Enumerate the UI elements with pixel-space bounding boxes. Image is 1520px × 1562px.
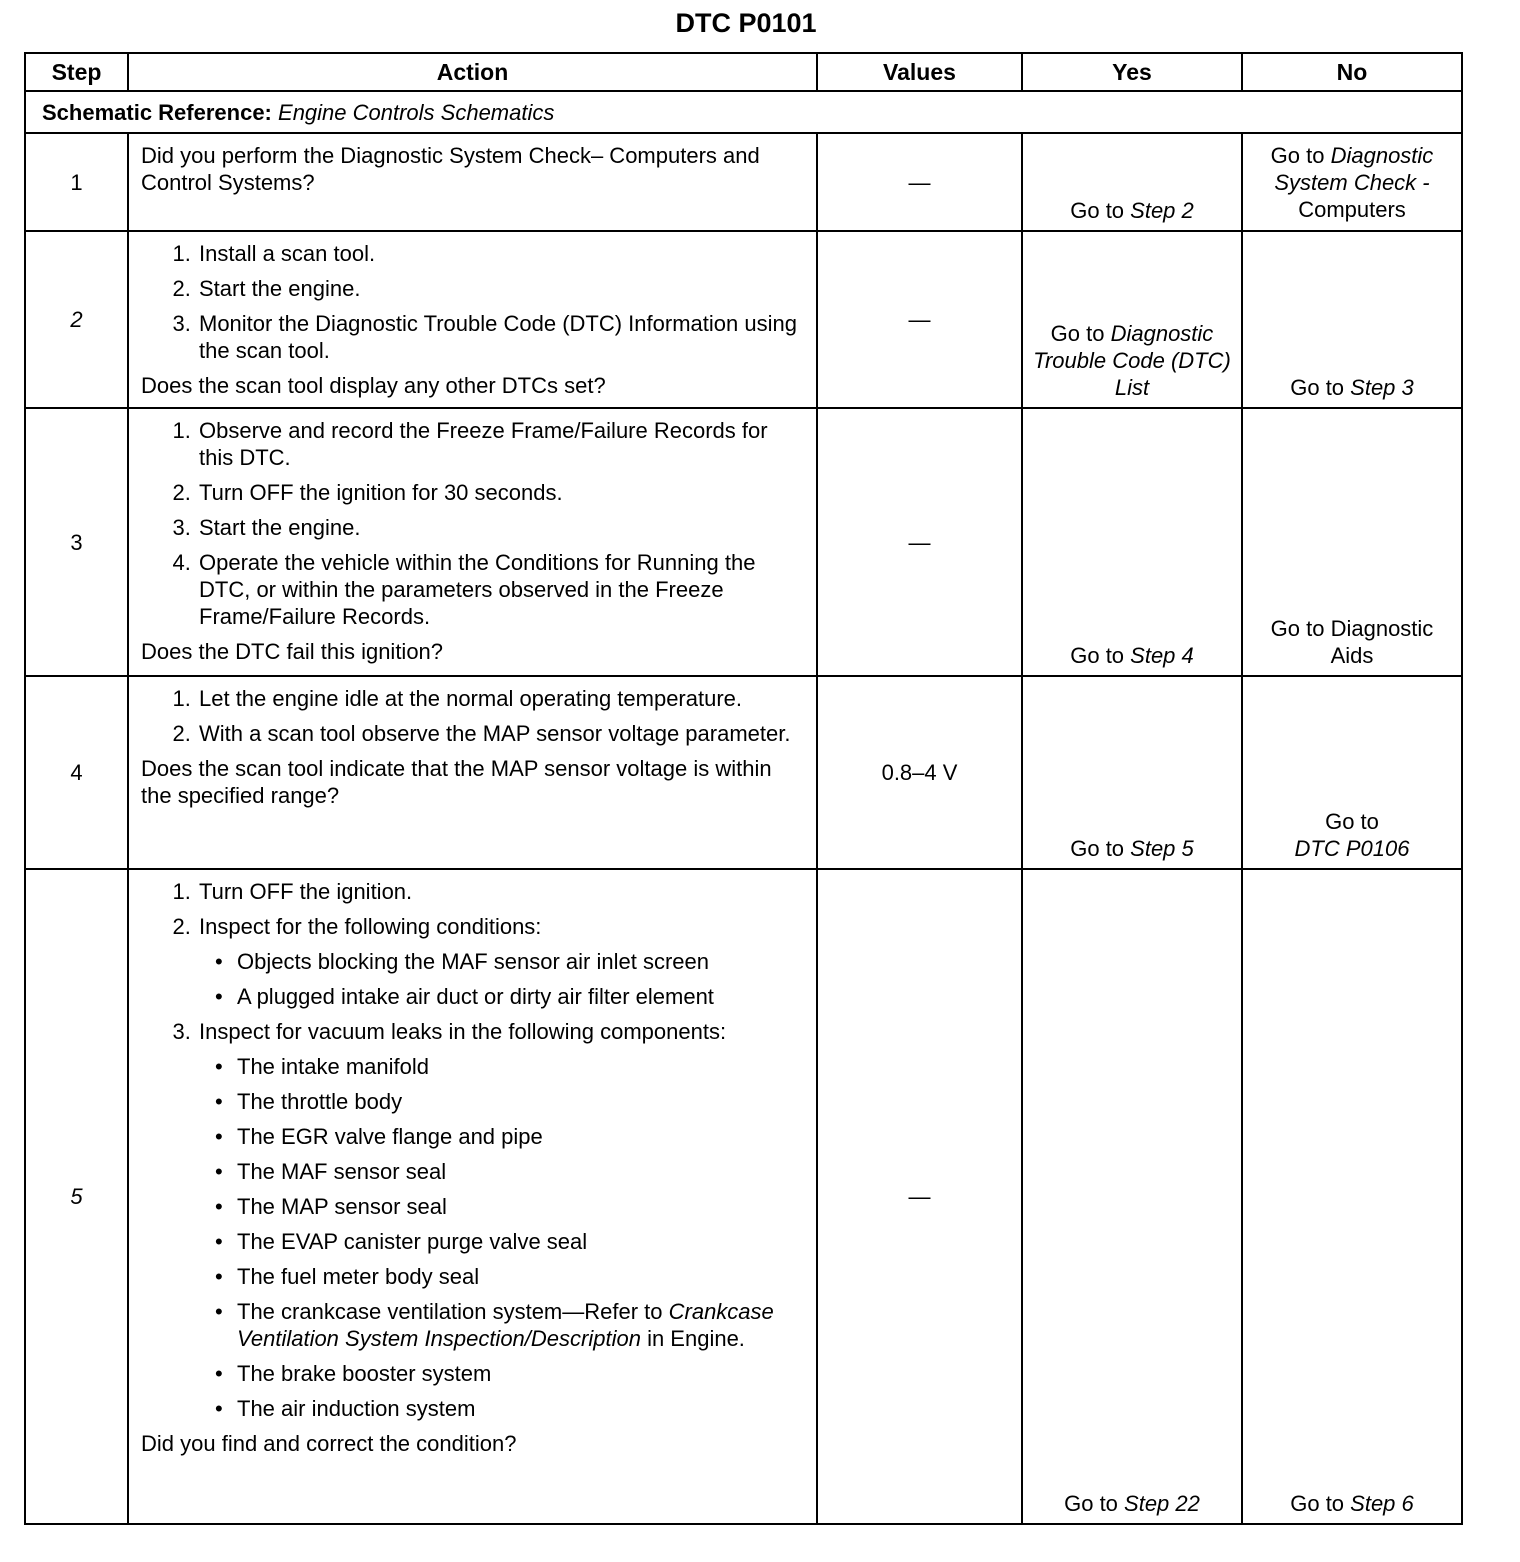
action-step bbox=[197, 1018, 804, 1422]
no-prefix: Go to bbox=[1290, 1491, 1351, 1516]
no-prefix: Go to bbox=[1325, 809, 1379, 834]
table-row bbox=[25, 676, 1462, 869]
no-link[interactable]: Go to Diagnostic Aids bbox=[1270, 616, 1434, 668]
value-cell: 0.8–4 V bbox=[817, 676, 1022, 869]
step-number: 4 bbox=[25, 676, 128, 869]
value-cell: — bbox=[817, 231, 1022, 408]
yes-link[interactable]: Step 2 bbox=[1130, 198, 1194, 223]
action-steps bbox=[141, 240, 804, 364]
no-cell bbox=[1242, 231, 1462, 408]
yes-link[interactable]: Diagnostic Trouble Code (DTC) List bbox=[1033, 321, 1231, 400]
no-cell bbox=[1242, 133, 1462, 231]
action-steps bbox=[141, 417, 804, 630]
step-question: Does the scan tool indicate that the MAP sensor voltage is within the specified range? bbox=[141, 756, 772, 808]
yes-cell bbox=[1022, 408, 1242, 676]
list-item: • The brake booster system bbox=[237, 1360, 804, 1387]
no-link[interactable]: Step 3 bbox=[1350, 375, 1414, 400]
action-step-text: Inspect for vacuum leaks in the following components: bbox=[199, 1019, 727, 1044]
header-values: Values bbox=[817, 53, 1022, 91]
schematic-label: Schematic Reference: bbox=[42, 99, 272, 125]
list-item: • A plugged intake air duct or dirty air filter element bbox=[237, 983, 804, 1010]
action-step-text: Turn OFF the ignition. bbox=[199, 879, 413, 904]
header-yes: Yes bbox=[1022, 53, 1242, 91]
action-step: 3. Start the engine. bbox=[197, 514, 804, 541]
action-step: 2. Start the engine. bbox=[197, 275, 804, 302]
action-step bbox=[197, 913, 804, 1010]
yes-link[interactable]: Step 4 bbox=[1130, 643, 1194, 668]
list-item: • The MAF sensor seal bbox=[237, 1158, 804, 1185]
diagnostic-table bbox=[24, 52, 1463, 1525]
schematic-reference bbox=[25, 91, 1462, 133]
component-list bbox=[199, 1053, 804, 1422]
crankcase-text: The crankcase ventilation system—Refer to bbox=[237, 1299, 669, 1324]
action-cell bbox=[128, 869, 817, 1524]
table-row bbox=[25, 408, 1462, 676]
header-row bbox=[25, 53, 1462, 91]
header-action: Action bbox=[128, 53, 817, 91]
schematic-link[interactable]: Engine Controls Schematics bbox=[278, 99, 555, 125]
yes-prefix: Go to bbox=[1064, 1491, 1125, 1516]
action-steps bbox=[141, 685, 804, 747]
action-step bbox=[197, 878, 804, 905]
value-cell: — bbox=[817, 133, 1022, 231]
list-item: • The EVAP canister purge valve seal bbox=[237, 1228, 804, 1255]
list-item: • The throttle body bbox=[237, 1088, 804, 1115]
yes-prefix: Go to bbox=[1070, 836, 1131, 861]
yes-cell bbox=[1022, 676, 1242, 869]
no-cell bbox=[1242, 676, 1462, 869]
no-cell bbox=[1242, 408, 1462, 676]
step-number: 1 bbox=[25, 133, 128, 231]
yes-prefix: Go to bbox=[1070, 198, 1131, 223]
action-step: 1. Observe and record the Freeze Frame/Failure Records for this DTC. bbox=[197, 417, 804, 471]
yes-link[interactable]: Step 5 bbox=[1130, 836, 1194, 861]
action-step: 4. Operate the vehicle within the Conditions for Running the DTC, or within the parameters observed in the Freeze Frame/Failure Records. bbox=[197, 549, 804, 630]
schematic-row bbox=[25, 91, 1462, 133]
action-cell bbox=[128, 676, 817, 869]
step-question: Does the DTC fail this ignition? bbox=[141, 639, 444, 664]
header-no: No bbox=[1242, 53, 1462, 91]
yes-cell bbox=[1022, 231, 1242, 408]
action-step: 1. Install a scan tool. bbox=[197, 240, 804, 267]
no-link[interactable]: Diagnostic System Check - bbox=[1274, 143, 1434, 195]
step-number: 2 bbox=[70, 307, 83, 332]
list-item: • The fuel meter body seal bbox=[237, 1263, 804, 1290]
no-cell bbox=[1242, 869, 1462, 1524]
no-prefix: Go to bbox=[1270, 143, 1331, 168]
yes-link[interactable]: Step 22 bbox=[1124, 1491, 1200, 1516]
action-cell bbox=[128, 133, 817, 231]
action-step-text: Inspect for the following conditions: bbox=[199, 914, 542, 939]
yes-prefix: Go to bbox=[1070, 643, 1131, 668]
list-item bbox=[237, 1298, 804, 1352]
no-link[interactable]: Step 6 bbox=[1350, 1491, 1414, 1516]
step-question: Does the scan tool display any other DTCs set? bbox=[141, 373, 606, 398]
yes-cell bbox=[1022, 869, 1242, 1524]
crankcase-link[interactable]: Crankcase Ventilation System Inspection/Description bbox=[237, 1299, 774, 1351]
no-suffix: Computers bbox=[1298, 197, 1406, 222]
list-item: • The intake manifold bbox=[237, 1053, 804, 1080]
step-number: 5 bbox=[70, 1184, 83, 1209]
step-question: Did you perform the Diagnostic System Check– Computers and Control Systems? bbox=[141, 143, 760, 195]
action-steps bbox=[141, 878, 804, 1422]
action-step: 1. Let the engine idle at the normal operating temperature. bbox=[197, 685, 804, 712]
table-row bbox=[25, 869, 1462, 1524]
step-number: 3 bbox=[25, 408, 128, 676]
table-row bbox=[25, 133, 1462, 231]
action-step: 2. With a scan tool observe the MAP sensor voltage parameter. bbox=[197, 720, 804, 747]
header-step: Step bbox=[25, 53, 128, 91]
action-step: 3. Monitor the Diagnostic Trouble Code (DTC) Information using the scan tool. bbox=[197, 310, 804, 364]
yes-cell bbox=[1022, 133, 1242, 231]
yes-prefix: Go to bbox=[1050, 321, 1111, 346]
action-step: 2. Turn OFF the ignition for 30 seconds. bbox=[197, 479, 804, 506]
list-item: • The MAP sensor seal bbox=[237, 1193, 804, 1220]
no-link[interactable]: DTC P0106 bbox=[1294, 836, 1410, 861]
condition-list bbox=[199, 948, 804, 1010]
no-prefix: Go to bbox=[1290, 375, 1351, 400]
value-cell: — bbox=[817, 869, 1022, 1524]
page-title: DTC P0101 bbox=[675, 8, 817, 38]
action-cell bbox=[128, 408, 817, 676]
list-item: • The air induction system bbox=[237, 1395, 804, 1422]
value-cell: — bbox=[817, 408, 1022, 676]
table-row bbox=[25, 231, 1462, 408]
list-item: • The EGR valve flange and pipe bbox=[237, 1123, 804, 1150]
step-question: Did you find and correct the condition? bbox=[141, 1431, 517, 1456]
list-item: • Objects blocking the MAF sensor air inlet screen bbox=[237, 948, 804, 975]
action-cell bbox=[128, 231, 817, 408]
crankcase-suffix: in Engine. bbox=[640, 1326, 745, 1351]
